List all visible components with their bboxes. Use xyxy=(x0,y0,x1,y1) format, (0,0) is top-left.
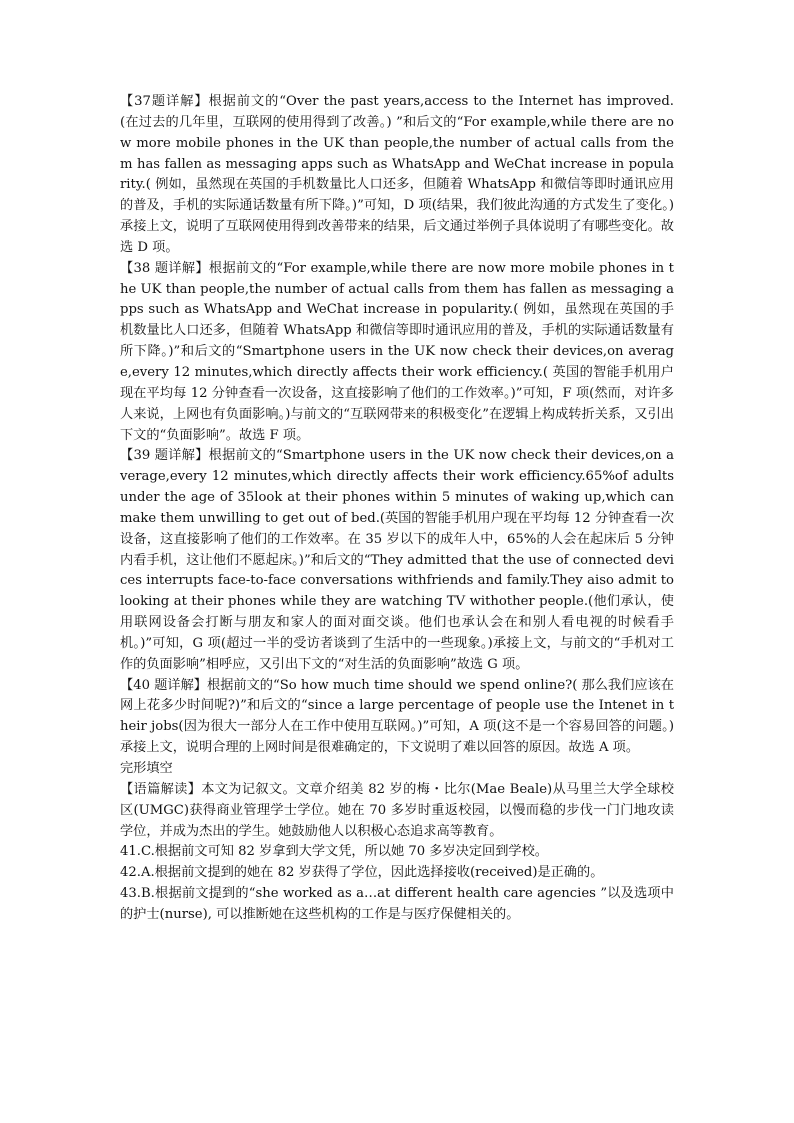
q39-explanation: 【39 题详解】根据前文的“Smartphone users in the UK now check their devices,on average,every 12 minutes,which directly affects their work efficiency.65%of adults under the age of 35look at their phones within 5 minutes of waking up,which can make them unwilling to get out of bed.(英国的智能手机用户现在平均每 12 分钟查看一次设备，这直接影响了他们的工作效率。在 35 岁以下的成年人中，65%的人会在起床后 5 分钟内看手机，这让他们不愿起床。)”和后文的“They admitted that the use of connected devices interrupts face-to-face conversations withfriends and family.They aiso admit to looking at their phones while they are watching TV withother people.(他们承认，使用联网设备会打断与朋友和家人的面对面交谈。他们也承认会在和别人看电视的时候看手机。)”可知，G 项(超过一半的受访者谈到了生活中的一些现象。)承接上文，与前文的“手机对工作的负面影响”相呼应，又引出下文的“对生活的负面影响”故选 G 项。 xyxy=(120,448,674,672)
q40-explanation: 【40 题详解】根据前文的“So how much time should we spend online?( 那么我们应该在网上花多少时间呢?)”和后文的“since a large percentage of people use the Intenet in their jobs(因为很大一部分人在工作中使用互联网。)”可知，A 项(这不是一个容易回答的问题。)承接上文，说明合理的上网时间是很难确定的，下文说明了难以回答的原因。故选 A 项。 xyxy=(120,677,674,756)
passage-summary: 【语篇解读】本文为记叙文。文章介绍美 82 岁的梅・比尔(Mae Beale)从马里兰大学全球校区(UMGC)获得商业管理学士学位。她在 70 多岁时重返校园，以慢而稳的步伐一门门地攻读学位，并成为杰出的学生。她鼓励他人以积极心态追求高等教育。 xyxy=(120,781,674,839)
section-heading: 完形填空 xyxy=(120,761,173,776)
q37-explanation: 【37题详解】根据前文的“Over the past years,access to the Internet has improved. (在过去的几年里，互联网的使用得到了改善。) ”和后文的“For example,while there are now more mobile phones in the UK than people,the number of actual calls from them has fallen as messaging apps such as WhatsApp and WeChat increase in popularity.( 例如，虽然现在英国的手机数量比人口还多，但随着 WhatsApp 和微信等即时通讯应用的普及，手机的实际通话数量有所下降。)”可知，D 项(结果，我们彼此沟通的方式发生了变化。)承接上文，说明了互联网使用得到改善带来的结果，后文通过举例子具体说明了有哪些变化。故选 D 项。 xyxy=(120,94,674,255)
answer-41: 41.C.根据前文可知 82 岁拿到大学文凭，所以她 70 多岁决定回到学校。 xyxy=(120,844,548,860)
answer-43: 43.B.根据前文提到的“she worked as a…at different health care agencies ”以及选项中的护士(nurse), 可以推断她在这些机构的工作是与医疗保健相关的。 xyxy=(120,886,674,922)
answer-42: 42.A.根据前文提到的她在 82 岁获得了学位，因此选择接收(received)是正确的。 xyxy=(120,865,604,881)
document-page xyxy=(120,92,674,926)
q38-explanation: 【38 题详解】根据前文的“For example,while there are now more mobile phones in the UK than people,the number of actual calls from them has fallen as messaging apps such as WhatsApp and WeChat increase in popularity.( 例如，虽然现在英国的手机数量比人口还多，但随着 WhatsApp 和微信等即时通讯应用的普及，手机的实际通话数量有所下降。)”和后文的“Smartphone users in the UK now check their devices,on average,every 12 minutes,which directly affects their work efficiency.( 英国的智能手机用户现在平均每 12 分钟查看一次设备，这直接影响了他们的工作效率。)”可知，F 项(然而，对许多人来说，上网也有负面影响。)与前文的“互联网带来的积极变化”在逻辑上构成转折关系，又引出下文的“负面影响”。故选 F 项。 xyxy=(120,260,674,443)
